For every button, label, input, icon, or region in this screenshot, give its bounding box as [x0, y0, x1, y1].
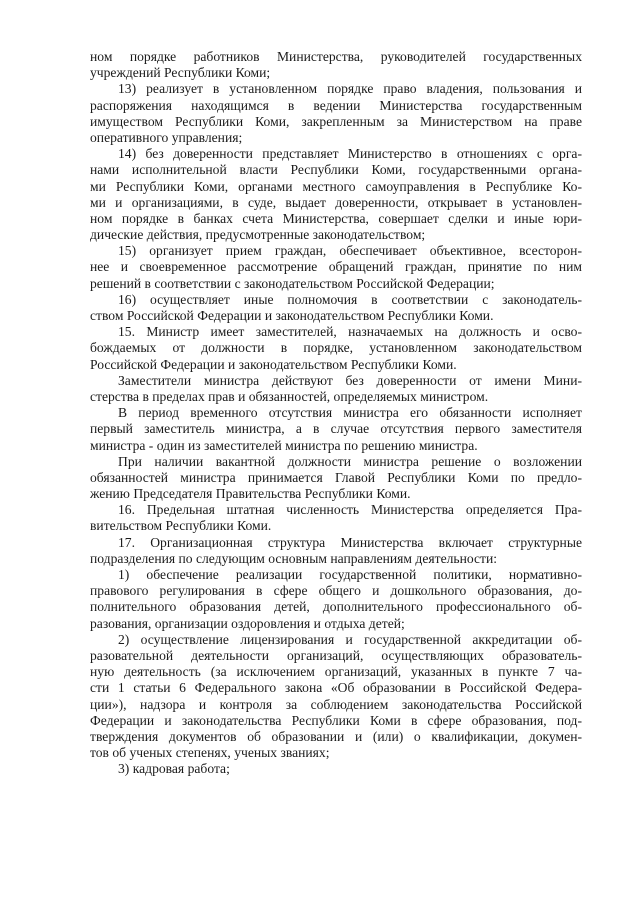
text-line: 16. Предельная штатная численность Министерства определяется Пра- — [118, 502, 582, 518]
paragraph — [90, 502, 582, 534]
paragraph — [90, 49, 582, 81]
paragraph — [90, 324, 582, 373]
text-line: вительством Республики Коми. — [90, 518, 272, 534]
text-line: жению Председателя Правительства Республики Коми. — [90, 486, 411, 502]
text-line: ном порядке работников Министерства, руководителей государственных — [90, 49, 582, 64]
paragraph — [90, 632, 582, 762]
text-line: решений в соответствии с законодательством Российской Федерации; — [90, 275, 495, 291]
text-line: стерства в пределах прав и обязанностей, определяемых министром. — [90, 388, 489, 404]
text-line: первый заместитель министра, а в случае отсутствия первого заместителя — [90, 421, 582, 437]
text-line: оперативного управления; — [90, 129, 243, 145]
text-line: бождаемых от должности в порядке, установленном законодательством — [90, 340, 582, 356]
text-line: При наличии вакантной должности министра решение о возложении — [118, 453, 582, 469]
paragraph — [90, 454, 582, 503]
text-line: имуществом Республики Коми, закрепленным за Министерством на праве — [90, 113, 582, 129]
paragraph — [90, 243, 582, 292]
text-line: 13) реализует в установленном порядке право владения, пользования и — [118, 81, 582, 97]
text-line: Заместители министра действуют без доверенности от имени Мини- — [118, 372, 582, 388]
text-line: подразделения по следующим основным направлениям деятельности: — [90, 550, 498, 566]
text-line: В период временного отсутствия министра его обязанности исполняет — [118, 405, 582, 421]
text-line: полнительного образования детей, дополнительного профессионального об- — [90, 599, 582, 615]
paragraph — [90, 81, 582, 146]
text-line: нами исполнительной власти Республики Коми, государственными органа- — [90, 162, 582, 178]
paragraph — [90, 535, 582, 567]
text-line: дические действия, предусмотренные законодательством; — [90, 227, 426, 243]
text-line: 1) обеспечение реализации государственной политики, нормативно- — [118, 567, 582, 582]
text-line: сти 1 статьи 6 Федерального закона «Об образовании в Российской Федера- — [90, 680, 582, 696]
text-line: распоряжения находящимся в ведении Министерства государственным — [90, 97, 582, 113]
text-line: ции»), надзора и контроля за соблюдением законодательства Российской — [90, 696, 582, 712]
text-line: ном порядке в банках счета Министерства, совершает сделки и иные юри- — [90, 210, 582, 226]
text-line: разования, организации оздоровления и отдыха детей; — [90, 615, 405, 631]
text-line: 15) организует прием граждан, обеспечивает объективное, всесторон- — [118, 243, 582, 259]
text-line: 17. Организационная структура Министерства включает структурные — [118, 534, 582, 550]
text-line: нее и своевременное рассмотрение обращений граждан, принятие по ним — [90, 259, 582, 275]
text-line: ми Республики Коми, органами местного самоуправления в Республике Ко- — [90, 178, 582, 194]
text-line: тов об ученых степенях, ученых званиях; — [90, 745, 330, 761]
text-line: Федерации и законодательства Республики Коми в сфере образования, под- — [90, 712, 582, 728]
text-line: 14) без доверенности представляет Министерство в отношениях с орга- — [118, 146, 582, 162]
text-line: 16) осуществляет иные полномочия в соответствии с законодатель- — [118, 291, 582, 307]
paragraph — [90, 292, 582, 324]
text-line: обязанностей министра принимается Главой Республики Коми по предло- — [90, 469, 582, 485]
text-line: разовательной деятельности организаций, осуществляющих образователь- — [90, 647, 582, 663]
text-line: ством Российской Федерации и законодательством Республики Коми. — [90, 308, 494, 323]
text-line: 2) осуществление лицензирования и государственной аккредитации об- — [118, 631, 582, 647]
paragraph — [90, 567, 582, 632]
text-line: правового регулирования в сфере общего и дошкольного образования, до- — [90, 583, 582, 599]
text-line: тверждения документов об образовании и (или) о квалификации, докумен- — [90, 728, 582, 744]
text-line: министра - один из заместителей министра по решению министра. — [90, 437, 478, 453]
text-line: учреждений Республики Коми; — [90, 65, 271, 81]
paragraph — [90, 405, 582, 454]
paragraph — [90, 146, 582, 243]
text-line: ную деятельность (за исключением организаций, указанных в пункте 7 ча- — [90, 664, 582, 680]
paragraph — [90, 761, 582, 777]
paragraph — [90, 373, 582, 405]
text-line: 15. Министр имеет заместителей, назначаемых на должность и осво- — [118, 324, 582, 340]
document-body — [90, 49, 582, 777]
text-line: ми и организациями, в суде, выдает доверенности, открывает в установлен- — [90, 194, 582, 210]
text-line: 3) кадровая работа; — [118, 761, 230, 777]
text-line: Российской Федерации и законодательством Республики Коми. — [90, 356, 457, 372]
